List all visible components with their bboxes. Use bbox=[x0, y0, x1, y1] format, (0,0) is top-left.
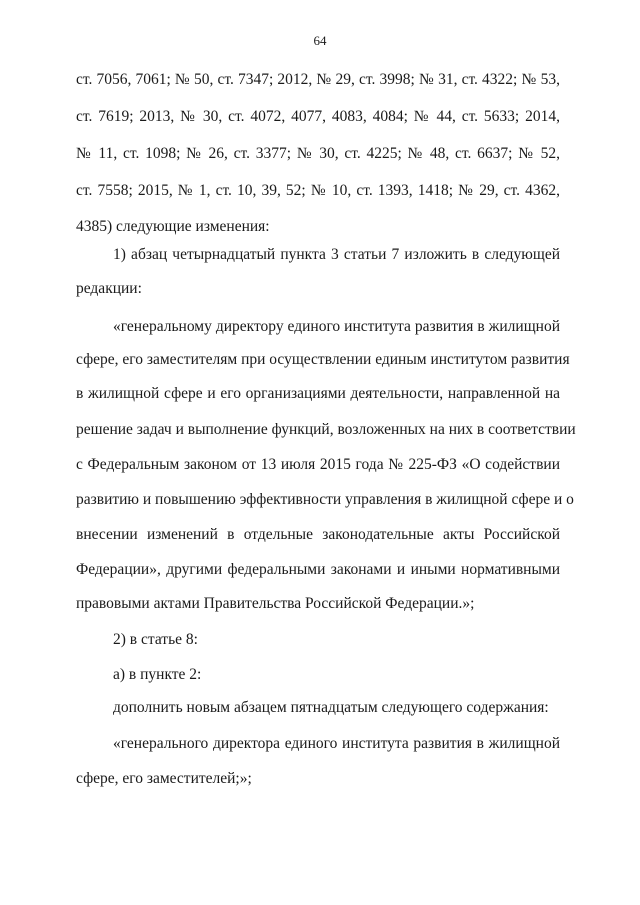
text-line: ст. 7619; 2013, № 30, ст. 4072, 4077, 4083, 4084; № 44, ст. 5633; 2014, bbox=[76, 108, 560, 125]
quote-line: внесении изменений в отдельные законодательные акты Российской bbox=[76, 526, 560, 543]
text-line: ст. 7056, 7061; № 50, ст. 7347; 2012, № 29, ст. 3998; № 31, ст. 4322; № 53, bbox=[76, 71, 560, 88]
text-line: дополнить новым абзацем пятнадцатым следующего содержания: bbox=[113, 699, 549, 716]
quote-line: решение задач и выполнение функций, возложенных на них в соответствии bbox=[76, 421, 576, 438]
text-line: № 11, ст. 1098; № 26, ст. 3377; № 30, ст. 4225; № 48, ст. 6637; № 52, bbox=[76, 145, 560, 162]
quote-line: «генеральному директору единого института развития в жилищной bbox=[113, 318, 560, 335]
text-line: ст. 7558; 2015, № 1, ст. 10, 39, 52; № 10, ст. 1393, 1418; № 29, ст. 4362, bbox=[76, 182, 560, 199]
text-line: 2) в статье 8: bbox=[113, 631, 198, 648]
quote-line: «генерального директора единого института развития в жилищной bbox=[113, 735, 560, 752]
quote-line: сфере, его заместителям при осуществлении единым институтом развития bbox=[76, 351, 570, 368]
text-line: редакции: bbox=[76, 280, 142, 297]
quote-line: сфере, его заместителей;»; bbox=[76, 770, 252, 787]
quote-line: Федерации», другими федеральными законами и иными нормативными bbox=[76, 561, 560, 578]
quote-line: развитию и повышению эффективности управления в жилищной сфере и о bbox=[76, 491, 574, 508]
quote-line: правовыми актами Правительства Российской Федерации.»; bbox=[76, 595, 475, 612]
text-line: 1) абзац четырнадцатый пункта 3 статьи 7 изложить в следующей bbox=[113, 246, 560, 263]
text-line: 4385) следующие изменения: bbox=[76, 218, 270, 235]
quote-line: с Федеральным законом от 13 июля 2015 года № 225-ФЗ «О содействии bbox=[76, 456, 560, 473]
page-number: 64 bbox=[313, 33, 327, 48]
text-line: а) в пункте 2: bbox=[113, 666, 202, 683]
quote-line: в жилищной сфере и его организациями деятельности, направленной на bbox=[76, 385, 560, 402]
